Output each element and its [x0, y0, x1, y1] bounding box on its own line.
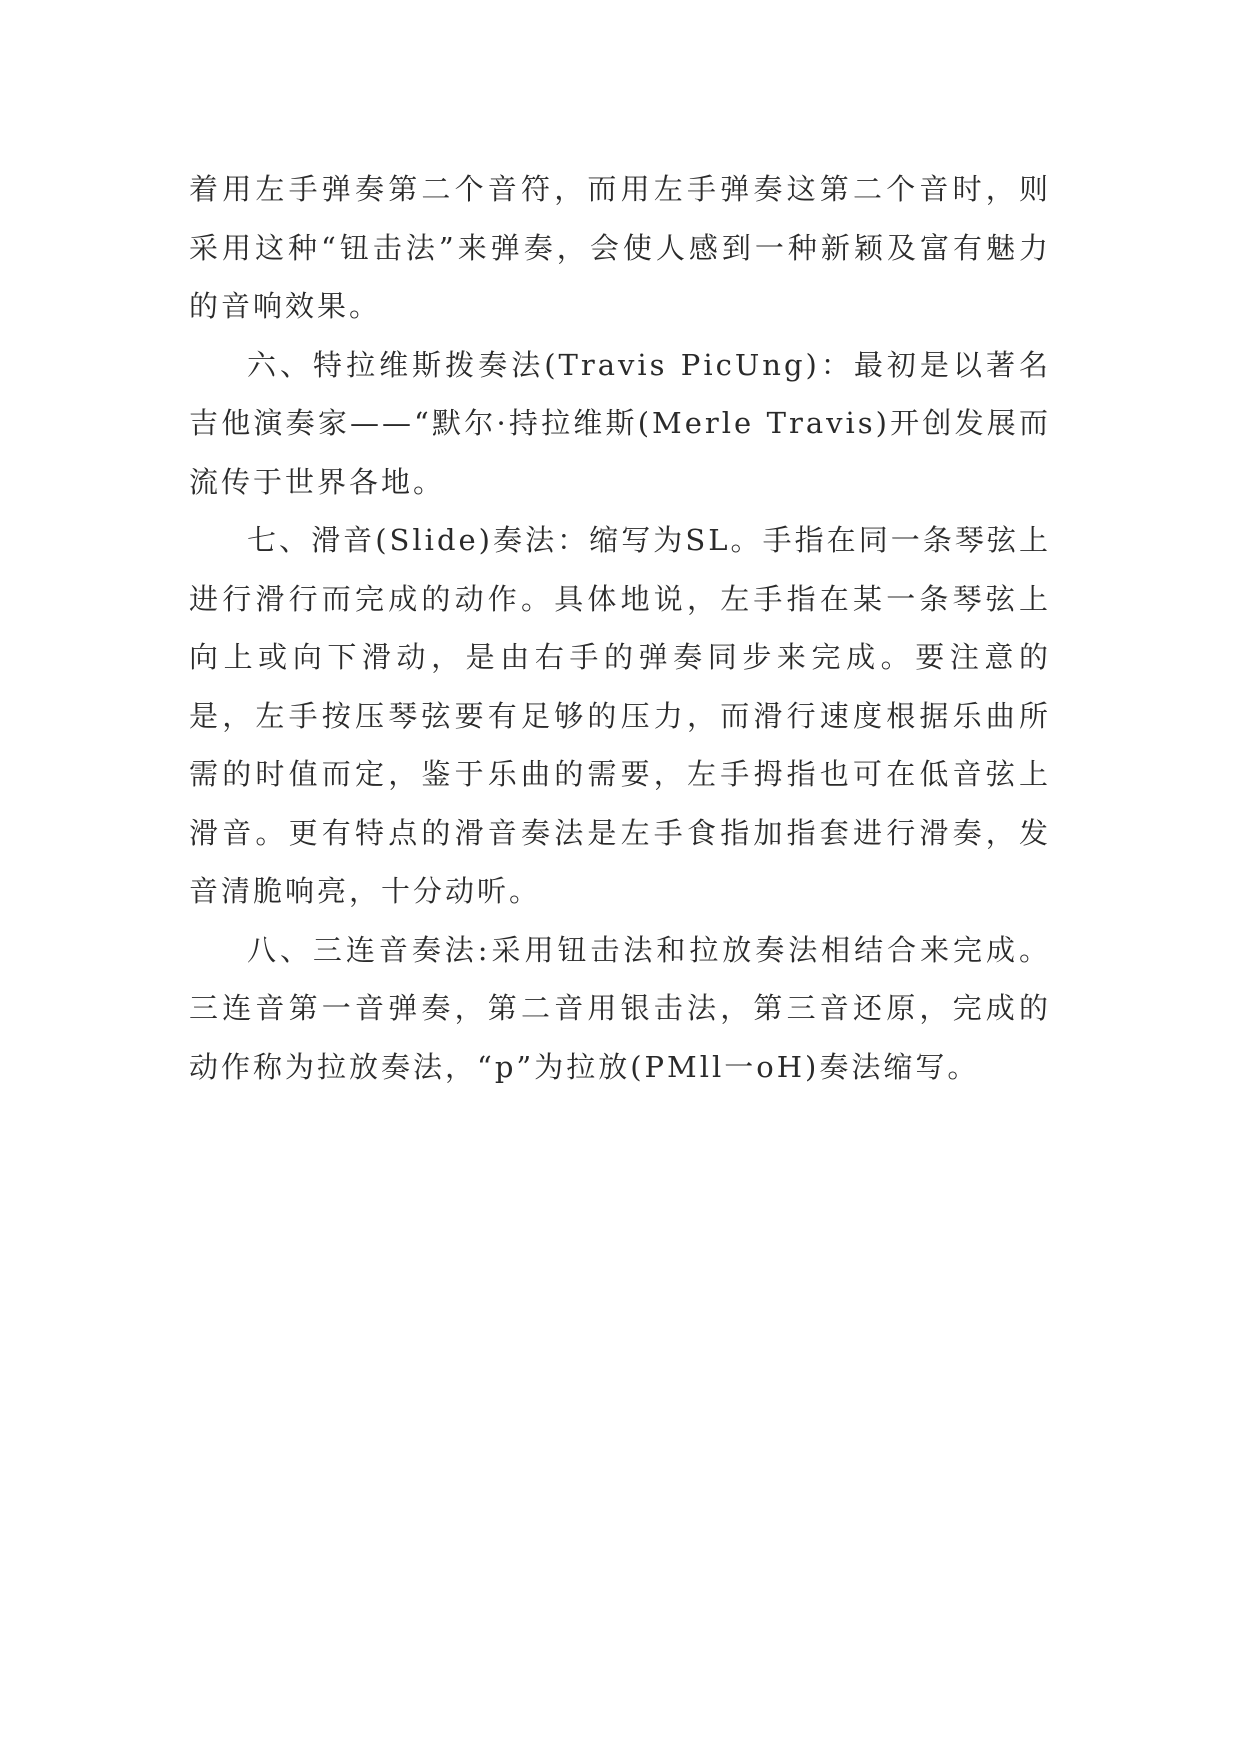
paragraph-slide: 七、滑音(Slide)奏法：缩写为SL。手指在同一条琴弦上进行滑行而完成的动作。具体地说，左手指在某一条琴弦上向上或向下滑动，是由右手的弹奏同步来完成。要注意的是，左手按压琴弦要有足够的压力，而滑行速度根据乐曲所需的时值而定，鉴于乐曲的需要，左手拇指也可在低音弦上滑音。更有特点的滑音奏法是左手食指加指套进行滑奏，发音清脆响亮，十分动听。	[189, 523, 1051, 908]
paragraph-continuation: 着用左手弹奏第二个音符，而用左手弹奏这第二个音时，则采用这种“钮击法”来弹奏，会使人感到一种新颖及富有魅力的音响效果。	[189, 172, 1051, 323]
paragraph-triplet: 八、三连音奏法:采用钮击法和拉放奏法相结合来完成。三连音第一音弹奏，第二音用银击法，第三音还原，完成的动作称为拉放奏法，“p”为拉放(PMll一oH)奏法缩写。	[189, 932, 1051, 1084]
document-body	[189, 160, 1051, 1096]
paragraph-travis-picking: 六、特拉维斯拨奏法(Travis PicUng)：最初是以著名吉他演奏家——“默尔·持拉维斯(Merle Travis)开创发展而流传于世界各地。	[189, 347, 1051, 499]
